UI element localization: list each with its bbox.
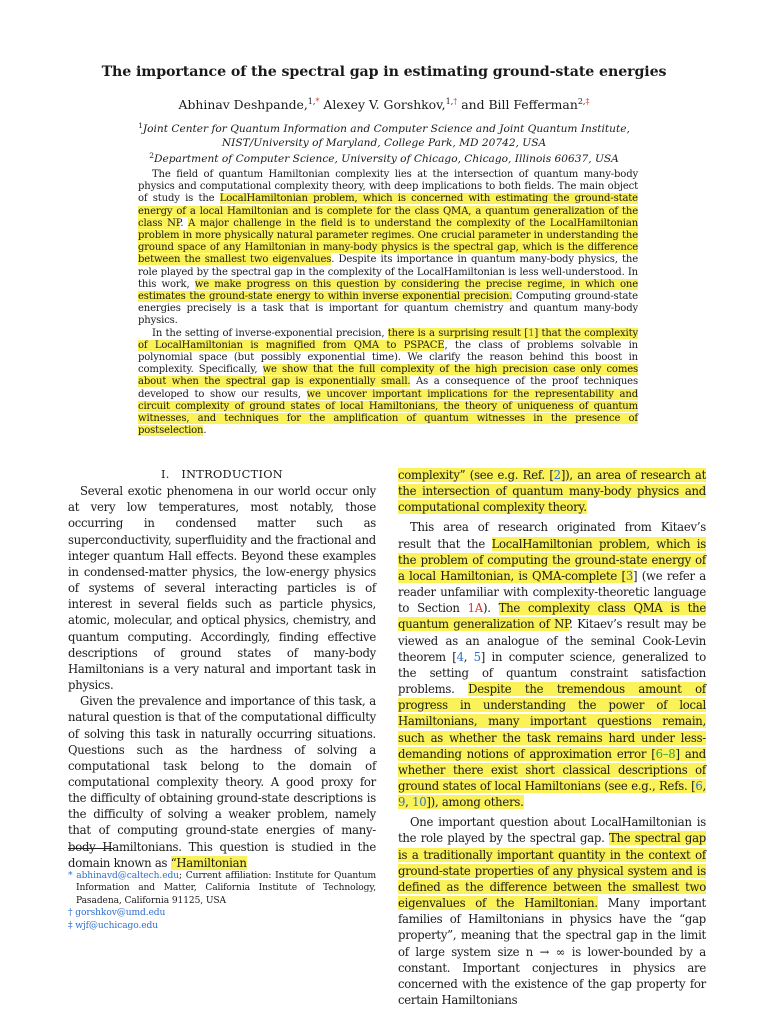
email-link[interactable]: wjf@uchicago.edu [75, 920, 159, 931]
author-name: Alexey V. Gorshkov, [323, 97, 446, 112]
footnote [68, 907, 376, 919]
email-link[interactable]: abhinavd@caltech.edu [76, 871, 179, 881]
right-column [398, 467, 706, 1008]
text: As a consequence of the proof techniques developed to show our results, [138, 376, 638, 400]
affiliation-text: Joint Center for Quantum Information and Computer Science and Joint Quantum Institute, [142, 123, 630, 135]
highlight: LocalHamiltonian problem, which is concerned with estimating the ground-state energy of a local Hamiltonian and is complete for the class QMA, a quantum generalization of the class NP [138, 193, 638, 229]
author-affiliation: 1, [307, 97, 316, 106]
text: Computing ground-state energies precisely is a task that is important for quantum chemistry and quantum many-body physics. [138, 291, 638, 327]
text: In the setting of inverse-exponential precision, [152, 327, 388, 339]
footnote [68, 920, 376, 932]
body-paragraph [398, 814, 706, 1008]
abstract-paragraph [138, 328, 638, 438]
highlight: ] and whether there exist short classical descriptions of ground states of local Hamiltonians (see e.g., Refs. [ [398, 746, 706, 793]
affiliation-number: 1 [138, 121, 143, 130]
citation-link[interactable]: 3 [625, 568, 633, 583]
citation-link[interactable]: 4 [456, 649, 464, 664]
body-paragraph: Several exotic phenomena in our world occur only at very low temperatures, most notably, those occurring in condensed matter such as superconductivity, superfluidity and the fractional and integer quantum Hall effects. Beyond these examples in condensed-matter physics, the low-energy physics of systems of several interacting particles is of interest in several fields such as particle physics, atomic, molecular, and optical physics, chemistry, and quantum computing. Accordingly, finding effective descriptions of ground states of many-body Hamiltonians is a very natural and important task in physics. [68, 484, 376, 693]
citation-link[interactable]: 2 [553, 468, 561, 482]
affiliation-2 [0, 149, 768, 167]
author-name: and Bill Fefferman [461, 97, 578, 112]
citation-link[interactable]: 1 [528, 327, 535, 339]
footnote-rule [68, 848, 114, 849]
text: ] in computer science, generalized to the setting of quantum constraint satisfaction problems. [398, 649, 706, 697]
affiliation-number: 2 [149, 151, 154, 160]
text: . Despite its importance in quantum many-body physics, the role played by the spectral gap in the complexity of the LocalHamiltonian is less well-understood. In this work, [138, 254, 638, 290]
text: Many important families of Hamiltonians in physics have the “gap property”, meaning that the spectral gap in the limit of large system size n → ∞ is lower-bounded by a constant. Important conjectures in physics are concerned with the existence of the gap property for certain Hamiltonians [398, 896, 706, 1007]
citation-link[interactable]: 9 [398, 795, 406, 810]
text: , [702, 778, 706, 793]
citation-link[interactable]: 10 [412, 795, 427, 810]
affiliation-text: NIST/University of Maryland, College Park, MD 20742, USA [221, 136, 547, 149]
email-link[interactable]: gorshkov@umd.edu [75, 908, 166, 919]
citation-link[interactable]: 6–8 [655, 746, 676, 761]
section-heading [68, 467, 376, 483]
footnote-link[interactable]: * [315, 97, 320, 106]
body-paragraph [68, 693, 376, 871]
author-affiliation: 2, [577, 97, 586, 106]
text: ] (we refer a reader unfamiliar with complexity-theoretic language to Section [398, 568, 706, 616]
footnote-link[interactable]: ‡ [585, 97, 590, 106]
body-paragraph [398, 467, 706, 515]
footnote-text: ; Current affiliation: Institute for Quantum Information and Matter, California Institute of Technology, Pasadena, California 91125, USA [76, 871, 376, 906]
highlight: ]), among others. [426, 795, 524, 810]
highlight: The spectral gap is a traditionally important quantity in the context of ground-state properties of any physical system and is defined as the difference between the smallest two eigenvalues of the Hamiltonian. [398, 831, 707, 911]
highlight: A major challenge in the field is to understand the complexity of the LocalHamiltonian problem in more physically natural parameter regimes. One crucial parameter in understanding the ground space of any Hamiltonian in many-body physics is the spectral gap, which is the difference between the smallest two eigenvalues [138, 217, 639, 266]
text: This area of research originated from Kitaev’s result that the [398, 520, 706, 551]
citation-link[interactable]: 6 [695, 778, 703, 793]
highlight: we make progress on this question by considering the precise regime, in which one estimates the ground-state energy to within inverse exponential precision. [138, 278, 638, 303]
text: The field of quantum Hamiltonian complexity lies at the intersection of quantum many-body physics and computational complexity theory, with deep implications to both fields. The main object of study is the [138, 169, 638, 205]
highlight: we uncover important implications for the representability and circuit complexity of ground states of local Hamiltonians, the theory of uniqueness of quantum witnesses, and techniques for the amplification of quantum witnesses in the presence of postselection [138, 388, 639, 437]
citation-link[interactable]: 5 [473, 649, 481, 664]
author-list [0, 97, 768, 112]
highlight: “Hamiltonian [170, 855, 247, 870]
footnote [68, 870, 376, 907]
text: One important question about LocalHamiltonian is the role played by the spectral gap. [398, 815, 706, 846]
highlight: ]), an area of research at the intersection of quantum many-body physics and computational complexity theory. [398, 468, 707, 515]
abstract [138, 169, 638, 437]
footnote-mark: * [68, 871, 73, 881]
left-column [68, 467, 376, 871]
footnote-mark: ‡ [68, 920, 73, 931]
section-title: INTRODUCTION [181, 468, 283, 481]
section-link[interactable]: 1A [467, 601, 483, 616]
affiliation-1 [0, 119, 768, 150]
highlight: The complexity class QMA is the quantum generalization of NP [398, 601, 706, 632]
affiliation-text: Department of Computer Science, University of Chicago, Chicago, Illinois 60637, USA [153, 153, 619, 165]
section-number: I. [161, 468, 170, 481]
abstract-paragraph [138, 169, 638, 328]
text: , [463, 649, 474, 664]
highlight: Despite the tremendous amount of progress in understanding the power of local Hamiltonians, many important questions remain, such as whether the task remains hard under less-demanding notions of approximation error [ [398, 682, 706, 761]
body-paragraph [398, 519, 706, 810]
text: Given the prevalence and importance of this task, a natural question is that of the computational difficulty of solving this task in naturally occurring situations. Questions such as the hardness of solving a computational task belong to the domain of computational complexity theory. A good proxy for the difficulty of obtaining ground-state descriptions is the difficulty of solving a weaker problem, namely that of computing ground-state energies of many-body Hamiltonians. This question is studied in the domain known as [68, 694, 376, 870]
author-affiliation: 1, [445, 97, 454, 106]
highlight: we show that the full complexity of the high precision case only comes about when the spectral gap is exponentially small. [138, 364, 638, 388]
footnotes [68, 870, 376, 932]
footnote-link[interactable]: † [453, 97, 458, 106]
highlight: ] that the complexity of LocalHamiltonian is magnified from QMA to PSPACE [138, 327, 638, 351]
text: . [180, 217, 189, 229]
highlight: complexity” (see e.g. Ref. [ [398, 468, 554, 482]
highlight: there is a surprising result [ [387, 327, 529, 339]
text: . [203, 425, 207, 437]
text: , [405, 795, 413, 810]
author-name: Abhinav Deshpande, [178, 97, 308, 112]
paper-title: The importance of the spectral gap in estimating ground-state energies [101, 64, 667, 80]
footnote-mark: † [68, 908, 73, 919]
highlight: LocalHamiltonian problem, which is the problem of computing the ground-state energy of a local Hamiltonian, is QMA-complete [ [398, 536, 706, 583]
text: ). [482, 601, 499, 616]
text: . Kitaev’s result may be viewed as an analogue of the seminal Cook-Levin theorem [ [398, 617, 706, 664]
text: , the class of problems solvable in polynomial space (but possibly exponential time). We clarify the reason behind this boost in complexity. Specifically, [138, 339, 638, 376]
